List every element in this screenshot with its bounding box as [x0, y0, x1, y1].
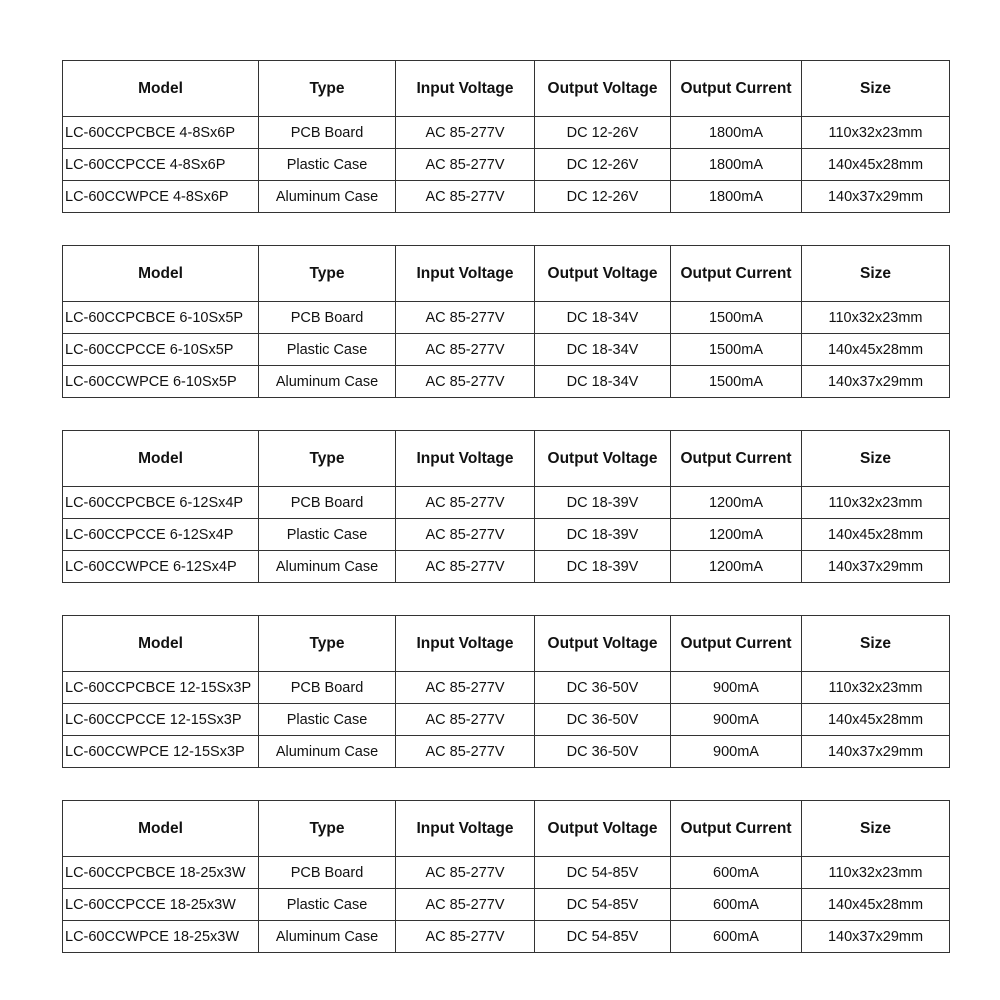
cell-size: 110x32x23mm	[802, 302, 950, 334]
cell-output-voltage: DC 36-50V	[535, 672, 671, 704]
cell-type: Aluminum Case	[259, 921, 396, 953]
cell-output-voltage: DC 18-34V	[535, 366, 671, 398]
header-model: Model	[63, 616, 259, 672]
cell-size: 140x45x28mm	[802, 149, 950, 181]
cell-type: Plastic Case	[259, 889, 396, 921]
cell-size: 110x32x23mm	[802, 117, 950, 149]
cell-output-voltage: DC 54-85V	[535, 857, 671, 889]
cell-model: LC-60CCWPCE 4-8Sx6P	[63, 181, 259, 213]
cell-output-voltage: DC 12-26V	[535, 181, 671, 213]
cell-model: LC-60CCWPCE 12-15Sx3P	[63, 736, 259, 768]
header-size: Size	[802, 616, 950, 672]
cell-type: Aluminum Case	[259, 551, 396, 583]
table-row	[63, 736, 950, 768]
cell-size: 110x32x23mm	[802, 672, 950, 704]
header-row	[63, 246, 950, 302]
cell-size: 140x45x28mm	[802, 889, 950, 921]
cell-model: LC-60CCPCCE 4-8Sx6P	[63, 149, 259, 181]
table-row	[63, 519, 950, 551]
spec-table	[62, 60, 950, 213]
header-model: Model	[63, 431, 259, 487]
cell-input-voltage: AC 85-277V	[396, 889, 535, 921]
header-type: Type	[259, 246, 396, 302]
header-output-current: Output Current	[671, 431, 802, 487]
cell-model: LC-60CCPCBCE 6-10Sx5P	[63, 302, 259, 334]
cell-output-voltage: DC 54-85V	[535, 889, 671, 921]
header-output-voltage: Output Voltage	[535, 616, 671, 672]
cell-output-voltage: DC 18-39V	[535, 487, 671, 519]
header-output-voltage: Output Voltage	[535, 61, 671, 117]
table-row	[63, 366, 950, 398]
cell-model: LC-60CCWPCE 6-10Sx5P	[63, 366, 259, 398]
header-size: Size	[802, 61, 950, 117]
cell-model: LC-60CCPCCE 6-10Sx5P	[63, 334, 259, 366]
cell-output-current: 1200mA	[671, 519, 802, 551]
cell-type: PCB Board	[259, 487, 396, 519]
cell-output-voltage: DC 18-34V	[535, 302, 671, 334]
cell-output-current: 1800mA	[671, 149, 802, 181]
header-model: Model	[63, 801, 259, 857]
cell-input-voltage: AC 85-277V	[396, 302, 535, 334]
cell-size: 140x37x29mm	[802, 736, 950, 768]
table-row	[63, 857, 950, 889]
header-input-voltage: Input Voltage	[396, 801, 535, 857]
cell-input-voltage: AC 85-277V	[396, 366, 535, 398]
header-output-voltage: Output Voltage	[535, 431, 671, 487]
header-size: Size	[802, 246, 950, 302]
header-row	[63, 801, 950, 857]
table-row	[63, 889, 950, 921]
header-output-current: Output Current	[671, 61, 802, 117]
cell-size: 110x32x23mm	[802, 857, 950, 889]
header-output-current: Output Current	[671, 246, 802, 302]
cell-type: PCB Board	[259, 117, 396, 149]
header-input-voltage: Input Voltage	[396, 246, 535, 302]
cell-output-current: 900mA	[671, 704, 802, 736]
header-type: Type	[259, 801, 396, 857]
table-row	[63, 181, 950, 213]
cell-size: 140x37x29mm	[802, 181, 950, 213]
table-row	[63, 302, 950, 334]
header-row	[63, 616, 950, 672]
cell-output-current: 1200mA	[671, 551, 802, 583]
cell-output-voltage: DC 36-50V	[535, 736, 671, 768]
spec-table	[62, 245, 950, 398]
cell-input-voltage: AC 85-277V	[396, 704, 535, 736]
header-row	[63, 61, 950, 117]
cell-output-current: 900mA	[671, 736, 802, 768]
table-row	[63, 117, 950, 149]
cell-type: Aluminum Case	[259, 181, 396, 213]
cell-model: LC-60CCPCBCE 6-12Sx4P	[63, 487, 259, 519]
cell-output-voltage: DC 36-50V	[535, 704, 671, 736]
header-model: Model	[63, 61, 259, 117]
table-row	[63, 334, 950, 366]
cell-input-voltage: AC 85-277V	[396, 519, 535, 551]
cell-output-current: 600mA	[671, 921, 802, 953]
header-type: Type	[259, 431, 396, 487]
cell-output-current: 1800mA	[671, 117, 802, 149]
cell-model: LC-60CCPCBCE 4-8Sx6P	[63, 117, 259, 149]
header-model: Model	[63, 246, 259, 302]
header-output-current: Output Current	[671, 801, 802, 857]
cell-size: 140x37x29mm	[802, 366, 950, 398]
cell-output-current: 1200mA	[671, 487, 802, 519]
cell-type: Plastic Case	[259, 519, 396, 551]
table-row	[63, 551, 950, 583]
cell-output-current: 900mA	[671, 672, 802, 704]
cell-type: Aluminum Case	[259, 366, 396, 398]
cell-size: 140x45x28mm	[802, 704, 950, 736]
cell-type: PCB Board	[259, 672, 396, 704]
cell-input-voltage: AC 85-277V	[396, 551, 535, 583]
cell-output-current: 1500mA	[671, 366, 802, 398]
cell-model: LC-60CCPCCE 6-12Sx4P	[63, 519, 259, 551]
cell-size: 110x32x23mm	[802, 487, 950, 519]
cell-input-voltage: AC 85-277V	[396, 487, 535, 519]
cell-type: PCB Board	[259, 302, 396, 334]
cell-output-current: 1800mA	[671, 181, 802, 213]
header-input-voltage: Input Voltage	[396, 61, 535, 117]
cell-type: Plastic Case	[259, 704, 396, 736]
cell-size: 140x37x29mm	[802, 551, 950, 583]
cell-output-voltage: DC 12-26V	[535, 149, 671, 181]
header-output-voltage: Output Voltage	[535, 246, 671, 302]
cell-model: LC-60CCWPCE 6-12Sx4P	[63, 551, 259, 583]
cell-type: Plastic Case	[259, 149, 396, 181]
cell-input-voltage: AC 85-277V	[396, 117, 535, 149]
header-output-current: Output Current	[671, 616, 802, 672]
cell-output-voltage: DC 54-85V	[535, 921, 671, 953]
cell-model: LC-60CCPCBCE 12-15Sx3P	[63, 672, 259, 704]
cell-size: 140x45x28mm	[802, 334, 950, 366]
cell-output-voltage: DC 12-26V	[535, 117, 671, 149]
cell-model: LC-60CCWPCE 18-25x3W	[63, 921, 259, 953]
header-input-voltage: Input Voltage	[396, 616, 535, 672]
cell-size: 140x37x29mm	[802, 921, 950, 953]
cell-output-current: 1500mA	[671, 334, 802, 366]
cell-input-voltage: AC 85-277V	[396, 334, 535, 366]
cell-output-current: 600mA	[671, 857, 802, 889]
cell-type: Aluminum Case	[259, 736, 396, 768]
header-output-voltage: Output Voltage	[535, 801, 671, 857]
cell-output-current: 600mA	[671, 889, 802, 921]
cell-input-voltage: AC 85-277V	[396, 181, 535, 213]
spec-table	[62, 615, 950, 768]
cell-input-voltage: AC 85-277V	[396, 736, 535, 768]
cell-model: LC-60CCPCCE 12-15Sx3P	[63, 704, 259, 736]
cell-output-current: 1500mA	[671, 302, 802, 334]
cell-output-voltage: DC 18-39V	[535, 551, 671, 583]
cell-input-voltage: AC 85-277V	[396, 672, 535, 704]
cell-input-voltage: AC 85-277V	[396, 857, 535, 889]
header-type: Type	[259, 616, 396, 672]
header-row	[63, 431, 950, 487]
cell-output-voltage: DC 18-34V	[535, 334, 671, 366]
table-row	[63, 672, 950, 704]
cell-size: 140x45x28mm	[802, 519, 950, 551]
table-row	[63, 704, 950, 736]
cell-type: Plastic Case	[259, 334, 396, 366]
cell-output-voltage: DC 18-39V	[535, 519, 671, 551]
header-size: Size	[802, 431, 950, 487]
cell-input-voltage: AC 85-277V	[396, 149, 535, 181]
table-row	[63, 149, 950, 181]
cell-model: LC-60CCPCBCE 18-25x3W	[63, 857, 259, 889]
cell-model: LC-60CCPCCE 18-25x3W	[63, 889, 259, 921]
header-input-voltage: Input Voltage	[396, 431, 535, 487]
cell-input-voltage: AC 85-277V	[396, 921, 535, 953]
table-row	[63, 487, 950, 519]
cell-type: PCB Board	[259, 857, 396, 889]
spec-table	[62, 430, 950, 583]
header-type: Type	[259, 61, 396, 117]
spec-table	[62, 800, 950, 953]
header-size: Size	[802, 801, 950, 857]
table-row	[63, 921, 950, 953]
